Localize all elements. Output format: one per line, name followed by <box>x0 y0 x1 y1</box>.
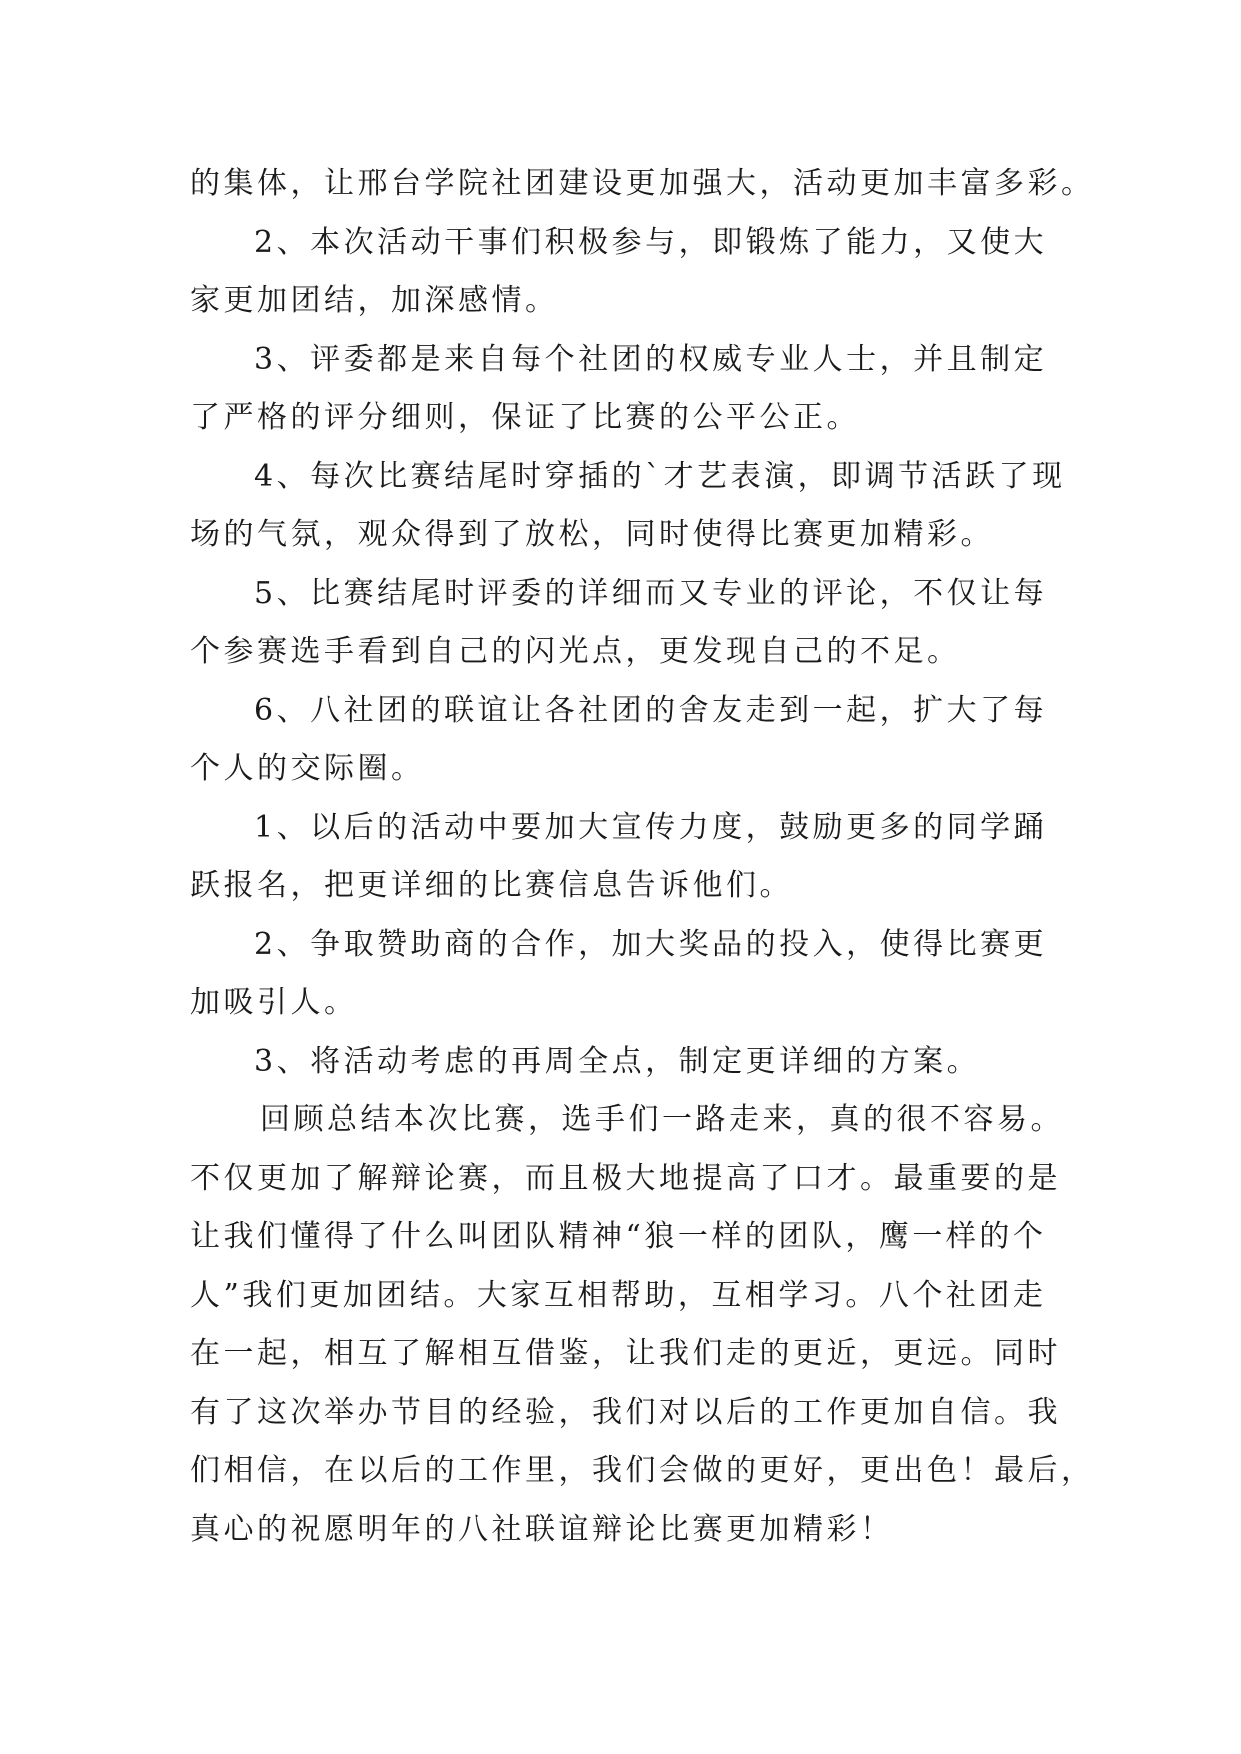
text-line: 的集体，让邢台学院社团建设更加强大，活动更加丰富多彩。 <box>190 166 1095 201</box>
text-line: 5、比赛结尾时评委的详细而又专业的评论，不仅让每 <box>254 575 1048 611</box>
text-line: 有了这次举办节目的经验，我们对以后的工作更加自信。我 <box>190 1394 1061 1430</box>
text-line: 人”我们更加团结。大家互相帮助，互相学习。八个社团走 <box>190 1277 1047 1313</box>
text-line: 个参赛选手看到自己的闪光点，更发现自己的不足。 <box>190 634 961 669</box>
text-line: 2、本次活动干事们积极参与，即锻炼了能力，又使大 <box>254 224 1048 260</box>
text-line: 了严格的评分细则，保证了比赛的公平公正。 <box>190 400 860 435</box>
text-line: 1、以后的活动中要加大宣传力度，鼓励更多的同学踊 <box>254 809 1048 845</box>
text-line: 们相信，在以后的工作里，我们会做的更好，更出色！最后， <box>190 1453 1095 1488</box>
text-line: 不仅更加了解辩论赛，而且极大地提高了口才。最重要的是 <box>190 1160 1061 1196</box>
text-line: 回顾总结本次比赛，选手们一路走来，真的很不容易。 <box>260 1102 1064 1137</box>
text-line: 个人的交际圈。 <box>190 751 425 786</box>
text-line: 场的气氛，观众得到了放松，同时使得比赛更加精彩。 <box>190 517 994 552</box>
text-line: 让我们懂得了什么叫团队精神“狼一样的团队，鹰一样的个 <box>190 1219 1047 1254</box>
text-line: 家更加团结，加深感情。 <box>190 283 559 318</box>
text-line: 跃报名，把更详细的比赛信息告诉他们。 <box>190 868 793 903</box>
text-line: 2、争取赞助商的合作，加大奖品的投入，使得比赛更 <box>254 926 1048 962</box>
text-line: 3、评委都是来自每个社团的权威专业人士，并且制定 <box>254 341 1048 377</box>
text-line: 3、将活动考虑的再周全点，制定更详细的方案。 <box>254 1043 981 1079</box>
text-line: 6、八社团的联谊让各社团的舍友走到一起，扩大了每 <box>254 692 1048 728</box>
text-line: 4、每次比赛结尾时穿插的`才艺表演，即调节活跃了现 <box>254 458 1066 494</box>
document-body <box>190 155 1095 1559</box>
text-line: 加吸引人。 <box>190 985 358 1020</box>
text-line: 真心的祝愿明年的八社联谊辩论比赛更加精彩！ <box>190 1511 894 1547</box>
text-line: 在一起，相互了解相互借鉴，让我们走的更近，更远。同时 <box>190 1336 1061 1371</box>
